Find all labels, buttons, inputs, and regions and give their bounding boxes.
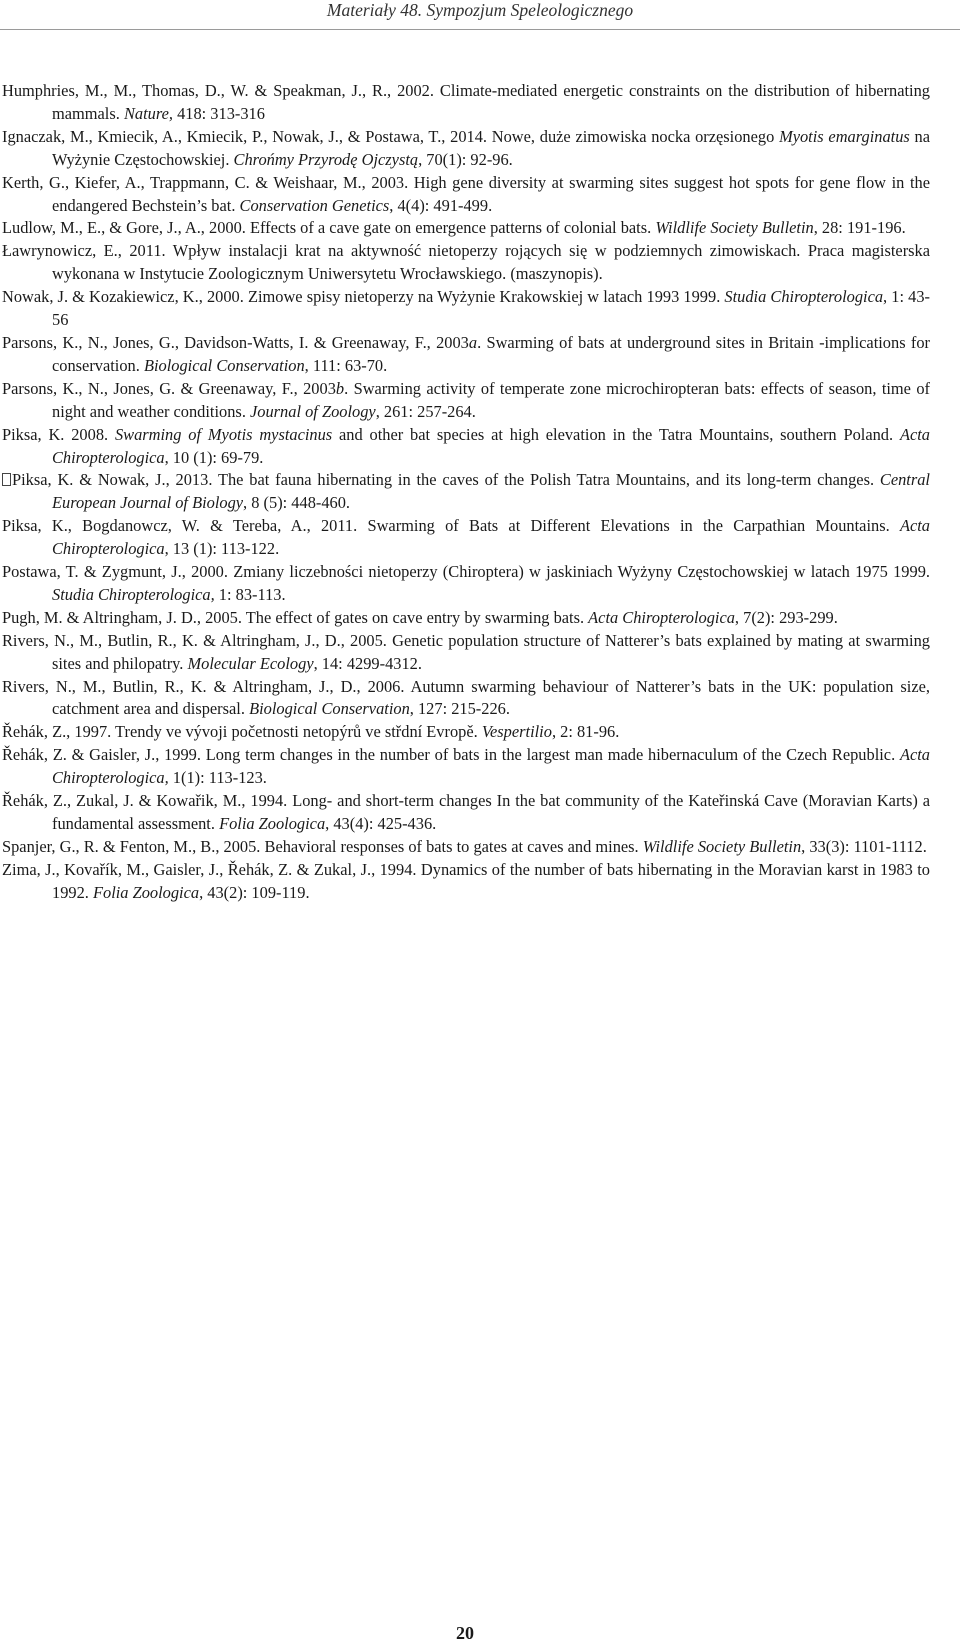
reference-text: Řehák, Z., 1997. Trendy ve vývoji početnosti netopýrů ve střdní Evropě.	[2, 722, 482, 742]
reference-italic-text: Wildlife Society Bulletin	[642, 836, 802, 856]
reference-italic-text: b	[335, 378, 345, 398]
reference-text: , 43(2): 109-119.	[199, 882, 310, 902]
reference-italic-text: Studia Chiropterologica,	[52, 584, 215, 604]
header-divider	[0, 29, 960, 30]
reference-entry	[2, 172, 930, 218]
reference-entry	[2, 836, 930, 859]
reference-text: , 8 (5): 448-460.	[243, 493, 351, 513]
reference-text: Piksa, K. & Nowak, J., 2013. The bat fauna hibernating in the caves of the Polish Tatra Mountains, and its long-term changes.	[12, 470, 880, 490]
reference-entry	[2, 378, 930, 424]
reference-italic-text: Vespertilio	[481, 722, 552, 742]
reference-entry	[2, 240, 930, 286]
reference-entry	[2, 515, 930, 561]
reference-entry	[2, 676, 930, 722]
reference-text: 1(1): 113-123.	[168, 768, 267, 788]
reference-entry	[2, 424, 930, 470]
reference-text: , 4(4): 491-499.	[389, 195, 493, 215]
reference-entry	[2, 217, 930, 240]
reference-italic-text: Studia Chiropterologica	[724, 287, 884, 307]
reference-text: Parsons, K., N., Jones, G. & Greenaway, F., 2003	[2, 378, 336, 398]
reference-italic-text: Acta Chiropterologica	[52, 516, 930, 559]
reference-italic-text: Myotis emarginatus	[779, 126, 910, 146]
reference-italic-text: Folia Zoologica	[219, 814, 326, 833]
reference-text: Postawa, T. & Zygmunt, J., 2000. Zmiany liczebności nietoperzy (Chiroptera) w jaskiniach Wyżyny Częstochowskiej w latach 1975 1999.	[2, 562, 930, 582]
reference-text: , 2: 81-96.	[551, 722, 620, 742]
reference-text: , 127: 215-226.	[409, 699, 510, 719]
reference-text: and other bat species at high elevation in the Tatra Mountains, southern Poland.	[332, 424, 900, 444]
reference-italic-text: a	[468, 332, 478, 352]
reference-italic-text: Biological Conservation	[143, 355, 305, 375]
reference-entry	[2, 721, 930, 744]
reference-italic-text: Chrońmy Przyrodę Ojczystą	[233, 149, 419, 169]
running-header: Materiały 48. Sympozjum Speleologicznego	[326, 0, 634, 20]
page-number: 20	[456, 1623, 474, 1643]
reference-text: Humphries, M., M., Thomas, D., W. & Speakman, J., R., 2002. Climate-mediated energetic constraints on the distribution of hibernating mammals.	[2, 81, 930, 123]
reference-entry	[2, 286, 930, 332]
reference-text: Nowak, J. & Kozakiewicz, K., 2000. Zimowe spisy nietoperzy na Wyżynie Krakowskiej w latach 1993 1999.	[2, 287, 725, 307]
reference-entry	[2, 80, 930, 126]
reference-text: Ludlow, M., E., & Gore, J., A., 2000. Effects of a cave gate on emergence patterns of colonial bats.	[2, 218, 656, 238]
reference-italic-text: Wildlife Society Bulletin	[655, 218, 814, 238]
reference-text: Řehák, Z. & Gaisler, J., 1999. Long term changes in the number of bats in the largest man made hibernaculum of the Czech Republic.	[2, 745, 900, 765]
reference-text: . Swarming of bats at underground sites in Britain -implications for conservation.	[52, 332, 930, 375]
reference-text: , 28: 191-196.	[813, 218, 906, 238]
reference-text: , 13 (1): 113-122.	[164, 539, 280, 559]
reference-text: Pugh, M. & Altringham, J. D., 2005. The effect of gates on cave entry by swarming bats.	[2, 607, 589, 627]
reference-italic-text: Molecular Ecology	[187, 653, 314, 673]
reference-list	[2, 80, 930, 905]
reference-text: , 70(1): 92-96.	[418, 149, 513, 169]
reference-italic-text: Acta Chiropterologica,	[52, 745, 930, 788]
reference-italic-text: Acta Chiropterologica	[52, 424, 930, 467]
reference-text: Piksa, K., Bogdanowcz, W. & Tereba, A., 2011. Swarming of Bats at Different Elevations in the Carpathian Mountains.	[2, 516, 900, 536]
reference-italic-text: Nature,	[123, 103, 173, 123]
reference-text: Spanjer, G., R. & Fenton, M., B., 2005. Behavioral responses of bats to gates at caves and mines.	[2, 836, 643, 856]
reference-text: , 111: 63-70.	[304, 355, 388, 375]
reference-text: Parsons, K., N., Jones, G., Davidson-Watts, I. & Greenaway, F., 2003	[2, 332, 469, 352]
reference-text: Řehák, Z., Zukal, J. & Kowařik, M., 1994. Long- and short-term changes In the bat community of the Kateřinská Cave (Moravian Karts) a fundamental assessment.	[2, 791, 930, 833]
reference-text: 418: 313-316	[172, 103, 265, 123]
reference-text: Piksa, K. 2008.	[2, 424, 115, 444]
reference-text: Kerth, G., Kiefer, A., Trappmann, C. & Weishaar, M., 2003. High gene diversity at swarming sites suggest hot spots for gene flow in the endangered Bechstein’s bat.	[2, 172, 930, 215]
reference-entry	[2, 469, 930, 515]
reference-text: , 7(2): 293-299.	[734, 607, 838, 627]
reference-italic-text: Central European Journal of Biology	[52, 470, 930, 513]
reference-text: , 33(3): 1101-1112.	[801, 836, 927, 856]
reference-text: Zima, J., Kovařík, M., Gaisler, J., Řehák, Z. & Zukal, J., 1994. Dynamics of the number of bats hibernating in the Moravian karst in 1983 to 1992.	[2, 859, 930, 902]
reference-text: . Swarming activity of temperate zone microchiropteran bats: effects of season, time of night and weather conditions.	[52, 378, 930, 421]
reference-text: , 10 (1): 69-79.	[164, 447, 264, 467]
reference-entry	[2, 859, 930, 905]
reference-text: Ignaczak, M., Kmiecik, A., Kmiecik, P., Nowak, J., & Postawa, T., 2014. Nowe, duże zimowiska nocka orzęsionego	[2, 126, 780, 146]
reference-italic-text: Biological Conservation	[249, 699, 410, 719]
reference-entry	[2, 561, 930, 607]
reference-text: , 43(4): 425-436.	[325, 814, 437, 833]
reference-entry	[2, 790, 930, 836]
missing-glyph-icon	[2, 473, 11, 486]
reference-text: na Wyżynie Częstochowskiej.	[52, 126, 931, 169]
reference-italic-text: Conservation Genetics	[239, 195, 390, 215]
reference-italic-text: Swarming of Myotis mystacinus	[114, 424, 333, 444]
reference-text: Ławrynowicz, E., 2011. Wpływ instalacji krat na aktywność nietoperzy rojących się w podziemnych zimowiskach. Praca magisterska wykonana w Instytucie Zoologicznym Uniwersytetu Wrocławskiego. (maszynopis).	[2, 241, 930, 284]
reference-entry	[2, 630, 930, 676]
reference-entry	[2, 126, 930, 172]
reference-entry	[2, 744, 930, 790]
reference-text: , 261: 257-264.	[375, 401, 476, 421]
reference-entry	[2, 607, 930, 630]
reference-text: , 1: 43-56	[52, 287, 930, 330]
reference-text: 1: 83-113.	[214, 584, 286, 604]
reference-text: , 14: 4299-4312.	[313, 653, 422, 673]
reference-entry	[2, 332, 930, 378]
reference-italic-text: Folia Zoologica	[92, 882, 200, 902]
reference-italic-text: Acta Chiropterologica	[588, 607, 735, 627]
reference-text: Rivers, N., M., Butlin, R., K. & Altringham, J., D., 2006. Autumn swarming behaviour of Natterer’s bats in the UK: population size, catchment area and dispersal.	[2, 676, 930, 719]
reference-italic-text: Journal of Zoology	[250, 401, 376, 421]
reference-text: Rivers, N., M., Butlin, R., K. & Altringham, J., D., 2005. Genetic population structure of Natterer’s bats explained by mating at swarming sites and philopatry.	[2, 630, 930, 673]
